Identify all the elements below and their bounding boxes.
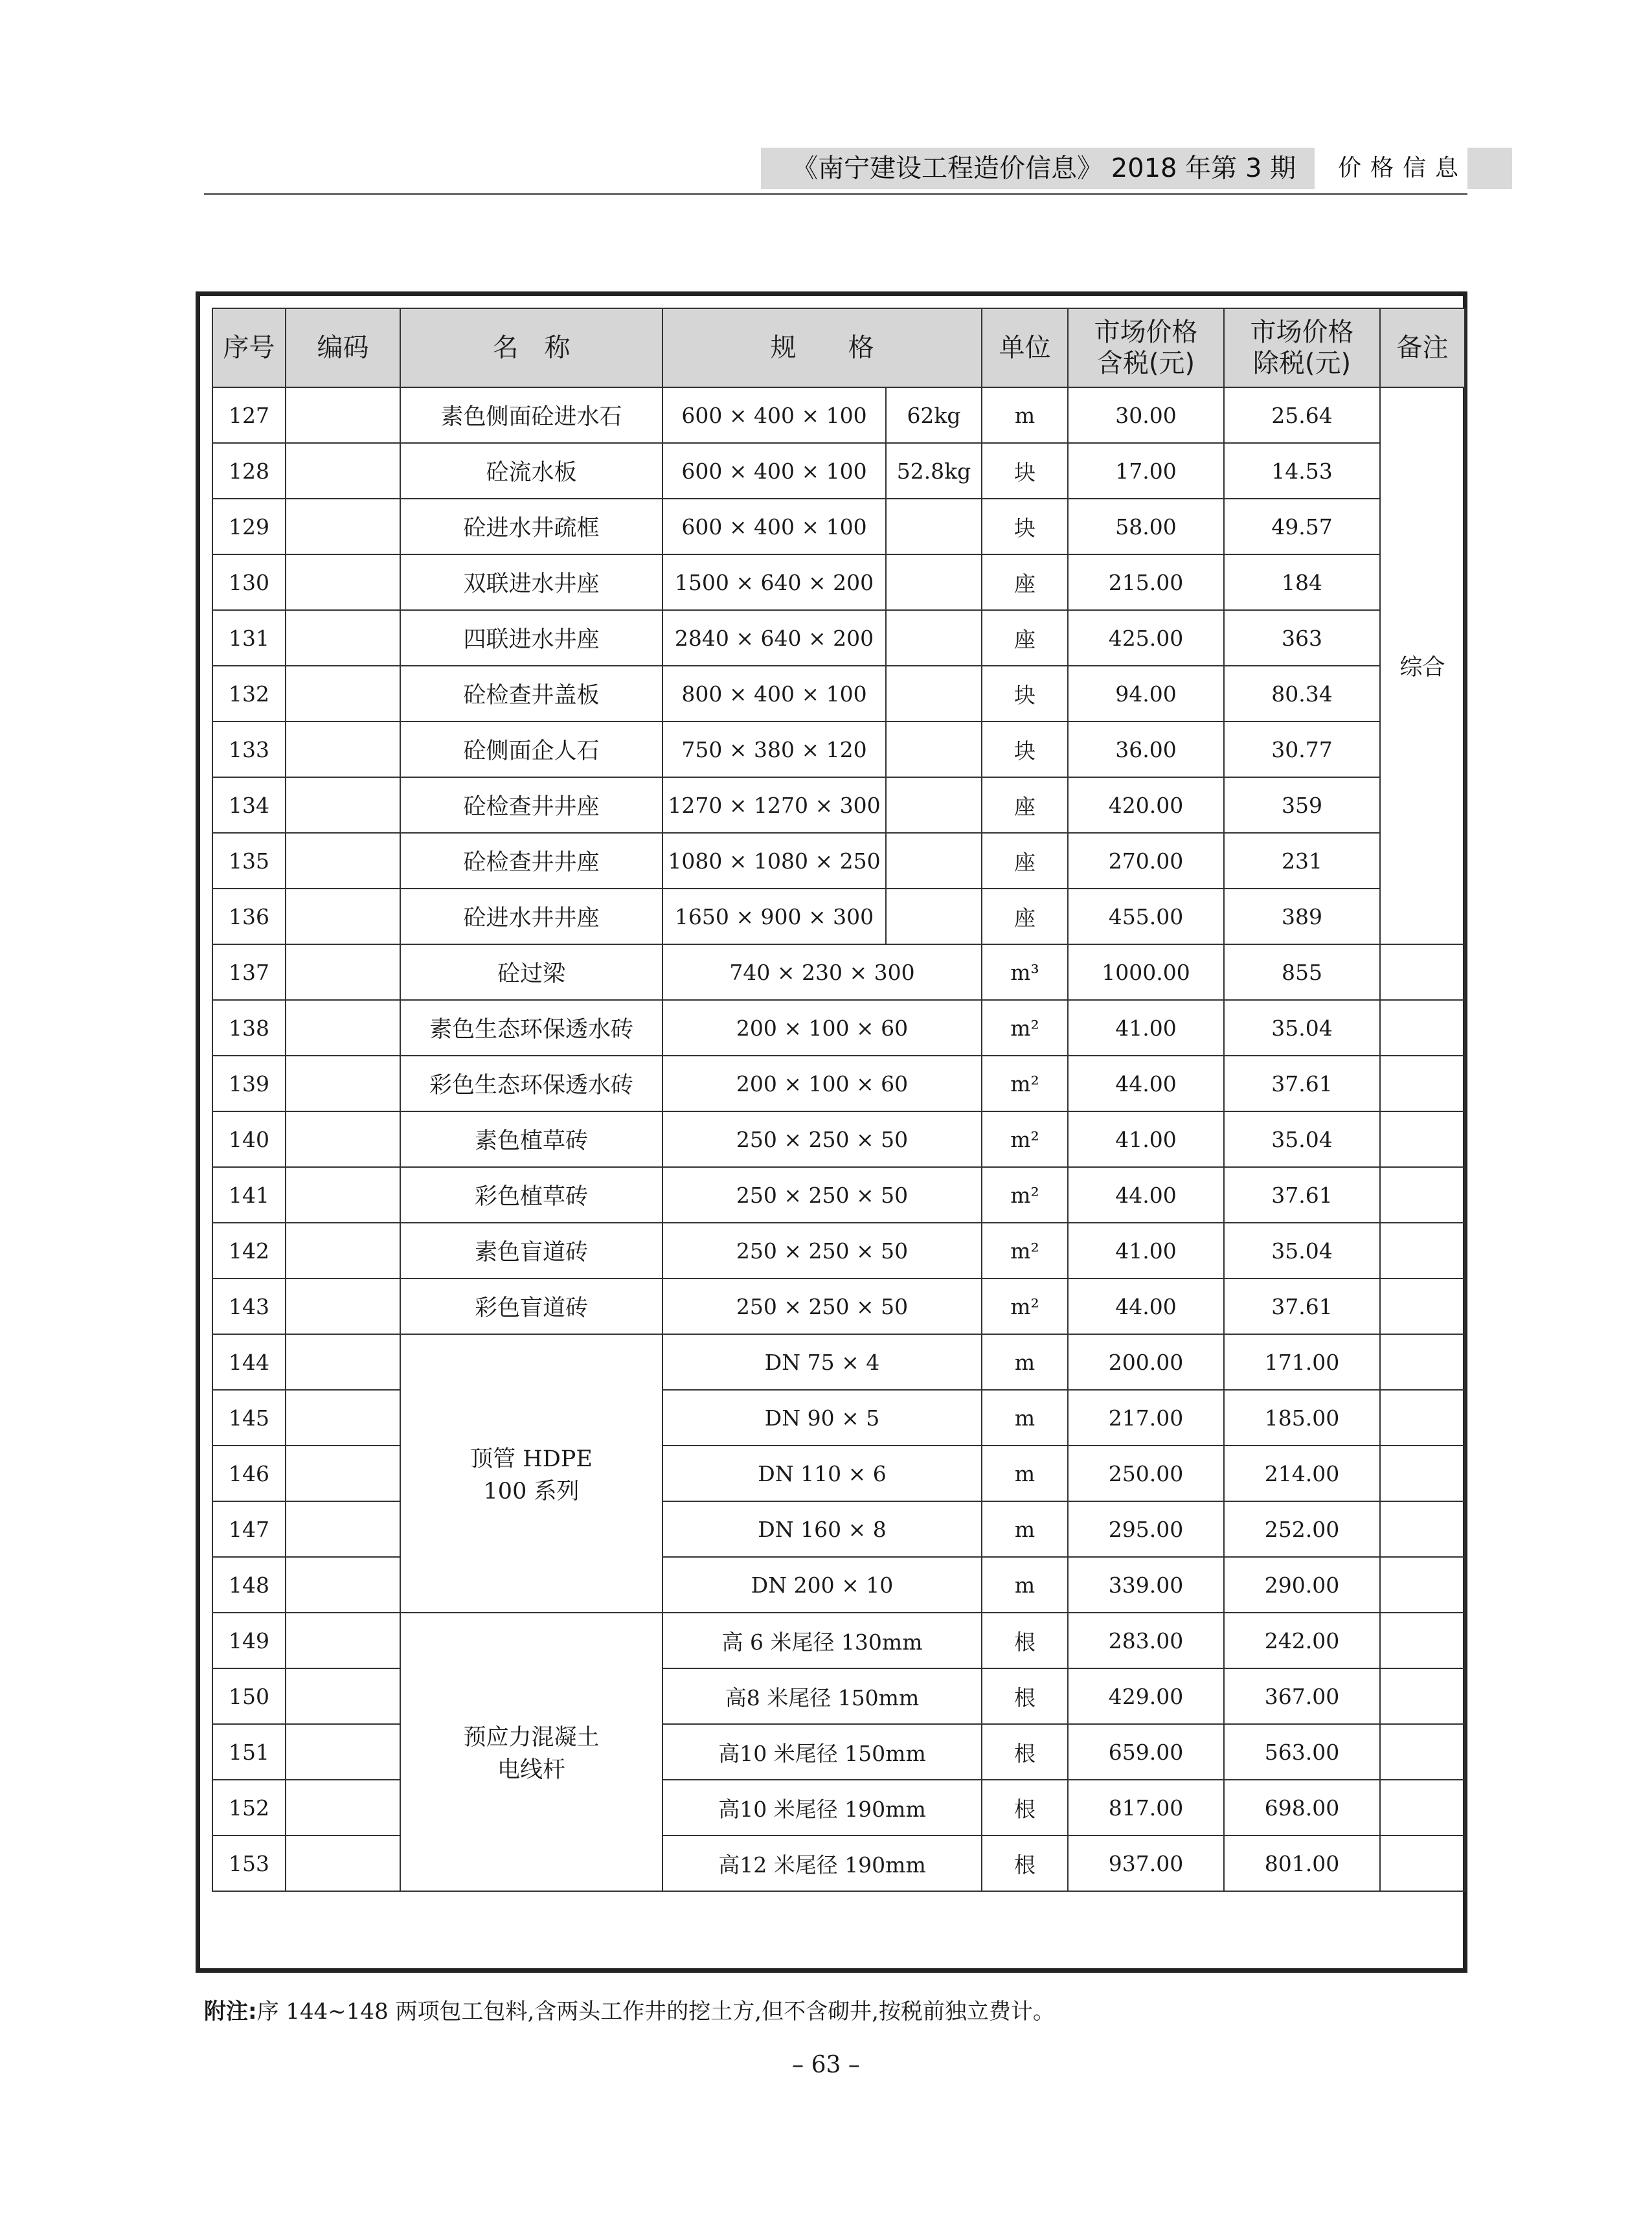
cell-seq: 131 bbox=[212, 610, 286, 666]
cell-unit: 根 bbox=[982, 1780, 1068, 1835]
table-row bbox=[212, 1223, 1465, 1278]
cell-unit: 块 bbox=[982, 721, 1068, 777]
cell-seq: 127 bbox=[212, 387, 286, 443]
cell-price-notax: 35.04 bbox=[1224, 1000, 1380, 1056]
cell-spec: 600 × 400 × 100 bbox=[662, 499, 886, 554]
table-row bbox=[212, 1613, 1465, 1668]
cell-price-notax: 14.53 bbox=[1224, 443, 1380, 499]
cell-code bbox=[286, 387, 400, 443]
cell-spec: 250 × 250 × 50 bbox=[662, 1278, 982, 1334]
cell-code bbox=[286, 1000, 400, 1056]
cell-weight: 52.8kg bbox=[886, 443, 982, 499]
cell-code bbox=[286, 1724, 400, 1780]
cell-weight bbox=[886, 721, 982, 777]
table-row bbox=[212, 387, 1465, 443]
cell-name: 彩色生态环保透水砖 bbox=[400, 1056, 662, 1111]
cell-name: 砼检查井盖板 bbox=[400, 666, 662, 721]
cell-unit: 块 bbox=[982, 666, 1068, 721]
cell-code bbox=[286, 777, 400, 833]
cell-remark bbox=[1380, 1278, 1465, 1334]
header-price-tax bbox=[1068, 308, 1224, 387]
table-row bbox=[212, 1167, 1465, 1223]
table-row bbox=[212, 1111, 1465, 1167]
header-price-tax-line1: 市场价格 bbox=[1094, 317, 1198, 347]
cell-spec: 1650 × 900 × 300 bbox=[662, 889, 886, 944]
cell-price-tax: 339.00 bbox=[1068, 1557, 1224, 1613]
cell-remark bbox=[1380, 1557, 1465, 1613]
cell-unit: m² bbox=[982, 1056, 1068, 1111]
cell-spec: DN 200 × 10 bbox=[662, 1557, 982, 1613]
cell-seq: 149 bbox=[212, 1613, 286, 1668]
cell-price-tax: 295.00 bbox=[1068, 1501, 1224, 1557]
cell-seq: 139 bbox=[212, 1056, 286, 1111]
page-header bbox=[204, 144, 1467, 195]
cell-name: 砼侧面企人石 bbox=[400, 721, 662, 777]
cell-weight bbox=[886, 610, 982, 666]
cell-code bbox=[286, 666, 400, 721]
table-row bbox=[212, 666, 1465, 721]
cell-price-notax: 49.57 bbox=[1224, 499, 1380, 554]
cell-price-tax: 41.00 bbox=[1068, 1111, 1224, 1167]
cell-name-group bbox=[400, 1334, 662, 1613]
cell-seq: 141 bbox=[212, 1167, 286, 1223]
cell-code bbox=[286, 833, 400, 889]
footnote-text: 序 144~148 两项包工包料,含两头工作井的挖土方,但不含砌井,按税前独立费计。 bbox=[256, 1999, 1055, 2025]
cell-remark bbox=[1380, 944, 1465, 1000]
cell-spec: 高10 米尾径 150mm bbox=[662, 1724, 982, 1780]
cell-spec: 高8 米尾径 150mm bbox=[662, 1668, 982, 1724]
cell-price-notax: 231 bbox=[1224, 833, 1380, 889]
price-table bbox=[212, 308, 1465, 1892]
cell-spec: 600 × 400 × 100 bbox=[662, 387, 886, 443]
cell-seq: 128 bbox=[212, 443, 286, 499]
cell-unit: 根 bbox=[982, 1613, 1068, 1668]
cell-seq: 153 bbox=[212, 1835, 286, 1891]
cell-seq: 137 bbox=[212, 944, 286, 1000]
table-row bbox=[212, 1334, 1465, 1390]
cell-price-tax: 44.00 bbox=[1068, 1278, 1224, 1334]
cell-remark bbox=[1380, 1334, 1465, 1390]
cell-spec: 高 6 米尾径 130mm bbox=[662, 1613, 982, 1668]
cell-spec: DN 75 × 4 bbox=[662, 1334, 982, 1390]
cell-price-notax: 363 bbox=[1224, 610, 1380, 666]
cell-price-tax: 41.00 bbox=[1068, 1000, 1224, 1056]
publication-title: 《南宁建设工程造价信息》 2018 年第 3 期 bbox=[761, 148, 1512, 189]
cell-price-notax: 367.00 bbox=[1224, 1668, 1380, 1724]
cell-price-notax: 37.61 bbox=[1224, 1056, 1380, 1111]
cell-spec: 1270 × 1270 × 300 bbox=[662, 777, 886, 833]
cell-spec: 750 × 380 × 120 bbox=[662, 721, 886, 777]
cell-price-tax: 41.00 bbox=[1068, 1223, 1224, 1278]
cell-price-tax: 429.00 bbox=[1068, 1668, 1224, 1724]
cell-spec: 200 × 100 × 60 bbox=[662, 1000, 982, 1056]
cell-remark bbox=[1380, 1668, 1465, 1724]
cell-seq: 132 bbox=[212, 666, 286, 721]
cell-seq: 133 bbox=[212, 721, 286, 777]
cell-seq: 145 bbox=[212, 1390, 286, 1446]
cell-price-tax: 270.00 bbox=[1068, 833, 1224, 889]
cell-remark bbox=[1380, 1111, 1465, 1167]
cell-code bbox=[286, 1056, 400, 1111]
cell-seq: 151 bbox=[212, 1724, 286, 1780]
header-name: 名 称 bbox=[400, 308, 662, 387]
cell-price-notax: 35.04 bbox=[1224, 1111, 1380, 1167]
cell-remark bbox=[1380, 1390, 1465, 1446]
cell-code bbox=[286, 1223, 400, 1278]
cell-weight bbox=[886, 499, 982, 554]
cell-seq: 140 bbox=[212, 1111, 286, 1167]
table-row bbox=[212, 833, 1465, 889]
cell-spec: 1080 × 1080 × 250 bbox=[662, 833, 886, 889]
cell-weight bbox=[886, 666, 982, 721]
header-remark: 备注 bbox=[1380, 308, 1465, 387]
cell-price-tax: 817.00 bbox=[1068, 1780, 1224, 1835]
name-line-1: 顶管 HDPE bbox=[470, 1446, 593, 1472]
cell-unit: m² bbox=[982, 1223, 1068, 1278]
cell-spec: 250 × 250 × 50 bbox=[662, 1167, 982, 1223]
cell-price-tax: 283.00 bbox=[1068, 1613, 1224, 1668]
cell-remark bbox=[1380, 1167, 1465, 1223]
cell-seq: 142 bbox=[212, 1223, 286, 1278]
cell-price-notax: 171.00 bbox=[1224, 1334, 1380, 1390]
cell-code bbox=[286, 1111, 400, 1167]
cell-spec: 200 × 100 × 60 bbox=[662, 1056, 982, 1111]
cell-price-tax: 455.00 bbox=[1068, 889, 1224, 944]
cell-price-tax: 420.00 bbox=[1068, 777, 1224, 833]
cell-price-tax: 937.00 bbox=[1068, 1835, 1224, 1891]
cell-price-notax: 389 bbox=[1224, 889, 1380, 944]
header-seq: 序号 bbox=[212, 308, 286, 387]
cell-remark bbox=[1380, 1780, 1465, 1835]
table-row bbox=[212, 443, 1465, 499]
cell-weight bbox=[886, 833, 982, 889]
cell-unit: m² bbox=[982, 1278, 1068, 1334]
table-row bbox=[212, 1000, 1465, 1056]
cell-code bbox=[286, 1334, 400, 1390]
cell-name: 彩色盲道砖 bbox=[400, 1278, 662, 1334]
cell-code bbox=[286, 1278, 400, 1334]
cell-price-tax: 250.00 bbox=[1068, 1446, 1224, 1501]
cell-seq: 138 bbox=[212, 1000, 286, 1056]
cell-remark bbox=[1380, 1613, 1465, 1668]
table-row bbox=[212, 499, 1465, 554]
cell-price-notax: 855 bbox=[1224, 944, 1380, 1000]
cell-code bbox=[286, 1167, 400, 1223]
cell-unit: 座 bbox=[982, 833, 1068, 889]
cell-seq: 150 bbox=[212, 1668, 286, 1724]
cell-name: 彩色植草砖 bbox=[400, 1167, 662, 1223]
table-row bbox=[212, 610, 1465, 666]
cell-code bbox=[286, 1557, 400, 1613]
cell-spec: DN 110 × 6 bbox=[662, 1446, 982, 1501]
table-row bbox=[212, 889, 1465, 944]
cell-spec: 2840 × 640 × 200 bbox=[662, 610, 886, 666]
cell-code bbox=[286, 499, 400, 554]
table-row bbox=[212, 554, 1465, 610]
cell-code bbox=[286, 1780, 400, 1835]
cell-weight: 62kg bbox=[886, 387, 982, 443]
cell-remark bbox=[1380, 1056, 1465, 1111]
cell-price-tax: 659.00 bbox=[1068, 1724, 1224, 1780]
cell-remark bbox=[1380, 1501, 1465, 1557]
header-spec: 规 格 bbox=[662, 308, 982, 387]
cell-unit: m² bbox=[982, 1000, 1068, 1056]
cell-price-notax: 242.00 bbox=[1224, 1613, 1380, 1668]
cell-code bbox=[286, 1446, 400, 1501]
cell-remark bbox=[1380, 1724, 1465, 1780]
cell-seq: 130 bbox=[212, 554, 286, 610]
cell-unit: m bbox=[982, 387, 1068, 443]
cell-spec: 740 × 230 × 300 bbox=[662, 944, 982, 1000]
cell-name: 砼检查井井座 bbox=[400, 833, 662, 889]
cell-price-notax: 30.77 bbox=[1224, 721, 1380, 777]
cell-name: 素色盲道砖 bbox=[400, 1223, 662, 1278]
cell-unit: 块 bbox=[982, 443, 1068, 499]
table-row bbox=[212, 777, 1465, 833]
cell-code bbox=[286, 1668, 400, 1724]
cell-spec: 1500 × 640 × 200 bbox=[662, 554, 886, 610]
cell-price-notax: 37.61 bbox=[1224, 1278, 1380, 1334]
cell-price-tax: 217.00 bbox=[1068, 1390, 1224, 1446]
cell-price-tax: 30.00 bbox=[1068, 387, 1224, 443]
name-line-2: 100 系列 bbox=[483, 1479, 580, 1505]
cell-price-tax: 36.00 bbox=[1068, 721, 1224, 777]
cell-name: 砼过梁 bbox=[400, 944, 662, 1000]
name-line-2: 电线杆 bbox=[497, 1757, 565, 1783]
cell-seq: 148 bbox=[212, 1557, 286, 1613]
cell-price-tax: 58.00 bbox=[1068, 499, 1224, 554]
cell-spec: 800 × 400 × 100 bbox=[662, 666, 886, 721]
cell-weight bbox=[886, 554, 982, 610]
cell-seq: 129 bbox=[212, 499, 286, 554]
cell-unit: m² bbox=[982, 1111, 1068, 1167]
header-code: 编码 bbox=[286, 308, 400, 387]
cell-code bbox=[286, 554, 400, 610]
cell-price-notax: 359 bbox=[1224, 777, 1380, 833]
cell-seq: 152 bbox=[212, 1780, 286, 1835]
table-header-row bbox=[212, 308, 1465, 387]
cell-price-notax: 185.00 bbox=[1224, 1390, 1380, 1446]
table-body bbox=[212, 387, 1465, 1891]
cell-price-notax: 290.00 bbox=[1224, 1557, 1380, 1613]
cell-seq: 136 bbox=[212, 889, 286, 944]
cell-spec: 250 × 250 × 50 bbox=[662, 1111, 982, 1167]
cell-name: 四联进水井座 bbox=[400, 610, 662, 666]
cell-name: 素色侧面砼进水石 bbox=[400, 387, 662, 443]
cell-name-group bbox=[400, 1613, 662, 1891]
cell-seq: 143 bbox=[212, 1278, 286, 1334]
cell-spec: 高10 米尾径 190mm bbox=[662, 1780, 982, 1835]
header-price-tax-line2: 含税(元) bbox=[1096, 348, 1195, 378]
cell-remark: 综合 bbox=[1380, 387, 1465, 944]
cell-price-tax: 1000.00 bbox=[1068, 944, 1224, 1000]
cell-unit: m bbox=[982, 1557, 1068, 1613]
cell-price-notax: 25.64 bbox=[1224, 387, 1380, 443]
table-row bbox=[212, 944, 1465, 1000]
cell-price-tax: 215.00 bbox=[1068, 554, 1224, 610]
cell-price-tax: 44.00 bbox=[1068, 1056, 1224, 1111]
cell-unit: 座 bbox=[982, 610, 1068, 666]
cell-seq: 144 bbox=[212, 1334, 286, 1390]
cell-weight bbox=[886, 889, 982, 944]
cell-remark bbox=[1380, 1446, 1465, 1501]
cell-unit: 块 bbox=[982, 499, 1068, 554]
cell-price-tax: 425.00 bbox=[1068, 610, 1224, 666]
cell-seq: 135 bbox=[212, 833, 286, 889]
cell-name: 砼进水井井座 bbox=[400, 889, 662, 944]
table-row bbox=[212, 721, 1465, 777]
cell-price-tax: 44.00 bbox=[1068, 1167, 1224, 1223]
cell-unit: m³ bbox=[982, 944, 1068, 1000]
cell-price-notax: 184 bbox=[1224, 554, 1380, 610]
cell-unit: 座 bbox=[982, 889, 1068, 944]
header-price-notax-line2: 除税(元) bbox=[1252, 348, 1352, 378]
cell-price-notax: 698.00 bbox=[1224, 1780, 1380, 1835]
header-unit: 单位 bbox=[982, 308, 1068, 387]
cell-unit: 根 bbox=[982, 1724, 1068, 1780]
cell-price-notax: 37.61 bbox=[1224, 1167, 1380, 1223]
cell-code bbox=[286, 1613, 400, 1668]
cell-spec: DN 160 × 8 bbox=[662, 1501, 982, 1557]
cell-price-tax: 200.00 bbox=[1068, 1334, 1224, 1390]
header-price-notax-line1: 市场价格 bbox=[1250, 317, 1354, 347]
cell-code bbox=[286, 889, 400, 944]
cell-spec: 250 × 250 × 50 bbox=[662, 1223, 982, 1278]
cell-price-tax: 17.00 bbox=[1068, 443, 1224, 499]
cell-unit: 根 bbox=[982, 1835, 1068, 1891]
cell-unit: 座 bbox=[982, 554, 1068, 610]
footnote bbox=[204, 1993, 1055, 2025]
cell-code bbox=[286, 1501, 400, 1557]
cell-spec: 600 × 400 × 100 bbox=[662, 443, 886, 499]
cell-price-notax: 801.00 bbox=[1224, 1835, 1380, 1891]
cell-spec: DN 90 × 5 bbox=[662, 1390, 982, 1446]
cell-remark bbox=[1380, 1000, 1465, 1056]
cell-remark bbox=[1380, 1223, 1465, 1278]
cell-price-notax: 252.00 bbox=[1224, 1501, 1380, 1557]
cell-unit: 座 bbox=[982, 777, 1068, 833]
cell-seq: 134 bbox=[212, 777, 286, 833]
footnote-label: 附注: bbox=[204, 1999, 257, 2025]
cell-price-notax: 80.34 bbox=[1224, 666, 1380, 721]
cell-weight bbox=[886, 777, 982, 833]
cell-code bbox=[286, 610, 400, 666]
cell-name: 素色生态环保透水砖 bbox=[400, 1000, 662, 1056]
cell-price-notax: 214.00 bbox=[1224, 1446, 1380, 1501]
cell-unit: m² bbox=[982, 1167, 1068, 1223]
section-title: 价格信息 bbox=[1315, 148, 1467, 189]
cell-unit: m bbox=[982, 1390, 1068, 1446]
cell-name: 双联进水井座 bbox=[400, 554, 662, 610]
cell-unit: m bbox=[982, 1501, 1068, 1557]
page-number: – 63 – bbox=[792, 2052, 860, 2078]
cell-name: 素色植草砖 bbox=[400, 1111, 662, 1167]
cell-seq: 147 bbox=[212, 1501, 286, 1557]
cell-code bbox=[286, 721, 400, 777]
cell-name: 砼进水井疏框 bbox=[400, 499, 662, 554]
cell-name: 砼流水板 bbox=[400, 443, 662, 499]
cell-spec: 高12 米尾径 190mm bbox=[662, 1835, 982, 1891]
cell-seq: 146 bbox=[212, 1446, 286, 1501]
cell-unit: m bbox=[982, 1446, 1068, 1501]
cell-code bbox=[286, 443, 400, 499]
cell-remark bbox=[1380, 1835, 1465, 1891]
cell-price-tax: 94.00 bbox=[1068, 666, 1224, 721]
cell-name: 砼检查井井座 bbox=[400, 777, 662, 833]
cell-code bbox=[286, 1835, 400, 1891]
table-row bbox=[212, 1278, 1465, 1334]
price-table-frame bbox=[196, 291, 1467, 1973]
cell-unit: 根 bbox=[982, 1668, 1068, 1724]
table-row bbox=[212, 1056, 1465, 1111]
cell-price-notax: 35.04 bbox=[1224, 1223, 1380, 1278]
header-price-notax bbox=[1224, 308, 1380, 387]
cell-price-notax: 563.00 bbox=[1224, 1724, 1380, 1780]
cell-code bbox=[286, 944, 400, 1000]
cell-code bbox=[286, 1390, 400, 1446]
cell-unit: m bbox=[982, 1334, 1068, 1390]
name-line-1: 预应力混凝土 bbox=[463, 1725, 600, 1751]
